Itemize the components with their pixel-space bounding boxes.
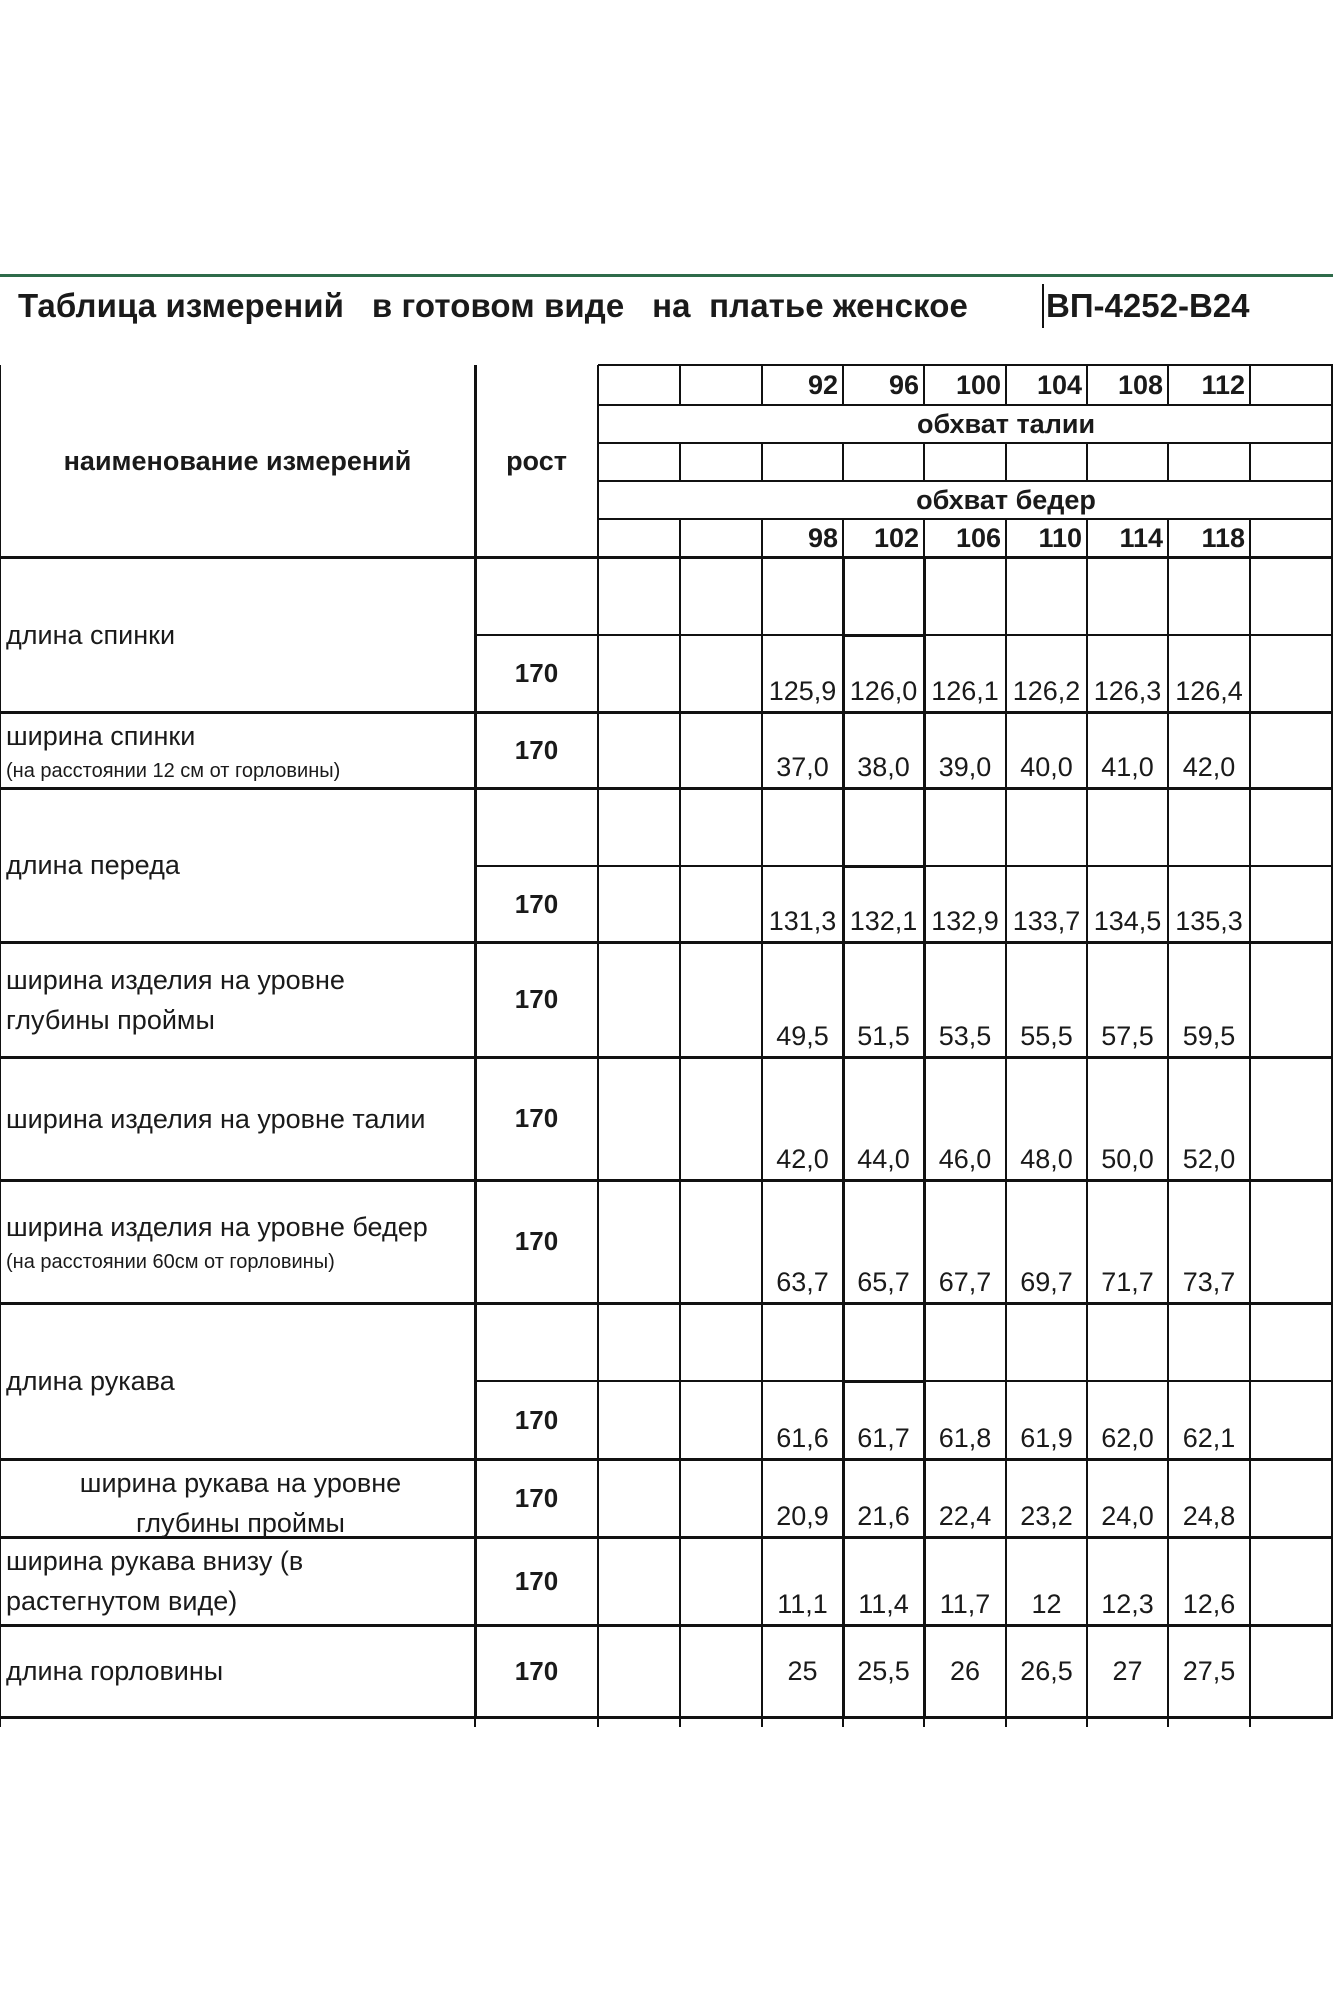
measurement-label: длина горловины [6,1656,224,1686]
size-value: 24,0 [1101,1501,1154,1531]
size-value: 12,3 [1101,1589,1154,1619]
height-value: 170 [514,1483,559,1513]
size-value: 38,0 [857,752,910,782]
height-value: 170 [514,1226,559,1256]
size-value: 27 [1112,1656,1143,1686]
measurement-name-text [0,615,475,655]
size-value: 53,5 [938,1021,992,1051]
measurement-note: (на расстоянии 12 см от горловины) [6,760,341,782]
grid-line [761,443,763,481]
highlight-cell-top [843,1380,924,1383]
size-value: 27,5 [1182,1656,1236,1686]
waist-size-5: 108 [1117,370,1163,400]
waist-size-1: 92 [807,370,838,400]
height-value: 170 [514,1405,559,1435]
measurement-name [0,1057,475,1180]
size-value: 12 [1031,1589,1062,1619]
measurement-label-continued: глубины проймы [136,1508,345,1538]
height-value: 170 [514,1656,559,1686]
measurement-name [0,1625,475,1717]
size-value: 39,0 [938,752,992,782]
measurement-name [0,1180,475,1303]
size-value: 11,1 [777,1589,828,1619]
grid-stub [679,1717,681,1727]
measurement-name [0,942,475,1057]
size-value: 125,9 [768,676,837,706]
hip-size-6: 118 [1201,523,1245,553]
measurement-label: ширина изделия на уровне талии [6,1103,426,1134]
size-value: 49,5 [776,1021,829,1051]
grid-line [842,443,844,481]
grid-line [679,1180,681,1303]
size-value: 126,0 [849,676,918,706]
height-value: 170 [514,1103,559,1133]
height-value: 170 [514,984,559,1014]
size-value: 25 [787,1656,818,1686]
height-value: 170 [514,889,559,919]
size-value: 26,5 [1020,1656,1073,1686]
size-value: 21,6 [857,1501,910,1531]
grid-stub [1167,1717,1169,1727]
measurement-name [0,1459,475,1537]
size-value: 22,4 [938,1501,992,1531]
grid-stub [761,1717,763,1727]
measurement-label-continued: глубины проймы [6,1004,215,1035]
size-value: 69,7 [1020,1267,1073,1297]
grid-stub [1249,1717,1251,1727]
size-value: 51,5 [857,1021,910,1051]
waist-size-4: 104 [1036,370,1082,400]
highlight-cell-top [843,865,924,868]
measurement-note: (на расстоянии 60см от горловины) [6,1250,335,1273]
size-value: 132,9 [931,906,999,936]
size-value: 71,7 [1101,1267,1154,1297]
measurement-name-text [0,1361,475,1401]
measurement-name [0,1537,475,1625]
size-value: 24,8 [1182,1501,1236,1531]
waist-size-2: 96 [888,370,919,400]
grid-stub [1086,1717,1088,1727]
size-value: 61,6 [776,1423,829,1453]
grid-line [1249,443,1251,481]
size-value: 11,4 [858,1589,909,1619]
grid-line [679,1057,681,1180]
grid-line [679,1625,681,1717]
grid-stub [597,1717,599,1727]
emphasis-column-right [923,557,926,1717]
size-value: 50,0 [1101,1144,1154,1174]
size-value: 65,7 [857,1267,910,1297]
measurement-name-text [0,1651,475,1691]
size-value: 46,0 [938,1144,992,1174]
column-header-name: наименование измерений [63,446,412,476]
grid-stub [1005,1717,1007,1727]
highlight-cell-top [843,634,924,637]
size-value: 37,0 [776,752,829,782]
size-value: 55,5 [1020,1021,1073,1051]
size-value: 42,0 [1182,752,1236,782]
size-value: 20,9 [776,1501,829,1531]
size-value: 61,9 [1020,1423,1073,1453]
size-value: 126,3 [1093,676,1162,706]
column-header-height: рост [506,446,567,476]
size-value: 62,0 [1101,1423,1154,1453]
emphasis-column-left [842,557,845,1717]
size-value: 61,7 [857,1423,910,1453]
measurement-name-text [0,1463,475,1543]
measurement-label: длина переда [6,850,180,880]
measurement-name-text [0,960,475,1040]
waist-girth-label: обхват талии [916,409,1096,439]
measurement-label: ширина изделия на уровне бедер [6,1211,428,1242]
waist-size-3: 100 [955,370,1001,400]
measurement-name-text [0,1099,475,1139]
measurement-label: ширина рукава внизу (в [6,1546,304,1576]
hip-size-5: 114 [1119,523,1163,553]
measurement-name [0,788,475,942]
grid-line [923,443,925,481]
measurement-name [0,557,475,712]
size-value: 40,0 [1020,752,1073,782]
hip-size-4: 110 [1038,523,1082,553]
size-value: 67,7 [938,1267,992,1297]
size-value: 63,7 [776,1267,829,1297]
size-value: 44,0 [857,1144,910,1174]
grid-stub [0,1717,1,1727]
height-value: 170 [514,1566,559,1596]
grid-line [679,1459,681,1537]
grid-line [679,712,681,788]
size-value: 126,4 [1175,676,1243,706]
height-value: 170 [514,658,559,688]
size-value: 11,7 [939,1589,991,1619]
hip-size-3: 106 [955,523,1001,553]
size-value: 42,0 [776,1144,829,1174]
measurement-name [0,712,475,788]
measurement-label: длина рукава [6,1366,175,1396]
size-value: 12,6 [1182,1589,1236,1619]
size-value: 132,1 [849,906,918,936]
size-value: 134,5 [1093,906,1162,936]
size-value: 73,7 [1182,1267,1236,1297]
grid-line [1086,443,1088,481]
grid-stub [842,1717,844,1727]
size-value: 62,1 [1182,1423,1236,1453]
grid-stub [474,1717,476,1727]
size-value: 57,5 [1101,1021,1154,1051]
measurement-label: ширина рукава на уровне [79,1468,402,1498]
size-value: 41,0 [1101,752,1154,782]
grid-line [679,1537,681,1625]
size-value: 126,2 [1012,676,1081,706]
size-value: 131,3 [768,906,837,936]
product-code: ВП-4252-В24 [1046,287,1250,324]
size-value: 48,0 [1020,1144,1073,1174]
waist-size-6: 112 [1201,370,1245,400]
size-value: 126,1 [931,676,999,706]
measurement-name-text [0,845,475,885]
measurement-name [0,1303,475,1459]
measurement-name-text [0,716,475,786]
size-value: 25,5 [857,1656,910,1686]
hip-size-2: 102 [873,523,919,553]
measurement-label: ширина изделия на уровне [6,964,345,995]
grid-line [1005,443,1007,481]
measurement-label: длина спинки [6,619,176,650]
grid-line [1167,443,1169,481]
measurement-label-continued: растегнутом виде) [6,1586,238,1616]
size-value: 135,3 [1175,906,1243,936]
table-title: Таблица измерений в готовом виде на платье женское [18,287,978,324]
hip-size-1: 98 [807,523,838,553]
measurement-name-text [0,1541,475,1621]
grid-line [679,365,681,405]
grid-stub [923,1717,925,1727]
height-value: 170 [514,735,559,765]
grid-line [679,942,681,1057]
size-value: 133,7 [1012,906,1081,936]
measurement-name-text [0,1207,475,1277]
size-value: 59,5 [1182,1021,1236,1051]
grid-line [679,443,681,481]
size-value: 23,2 [1020,1501,1073,1531]
hip-girth-label: обхват бедер [916,485,1096,515]
size-value: 52,0 [1182,1144,1236,1174]
size-value: 26 [949,1656,981,1686]
measurement-label: ширина спинки [6,721,196,751]
size-value: 61,8 [938,1423,992,1453]
grid-line [679,519,681,557]
